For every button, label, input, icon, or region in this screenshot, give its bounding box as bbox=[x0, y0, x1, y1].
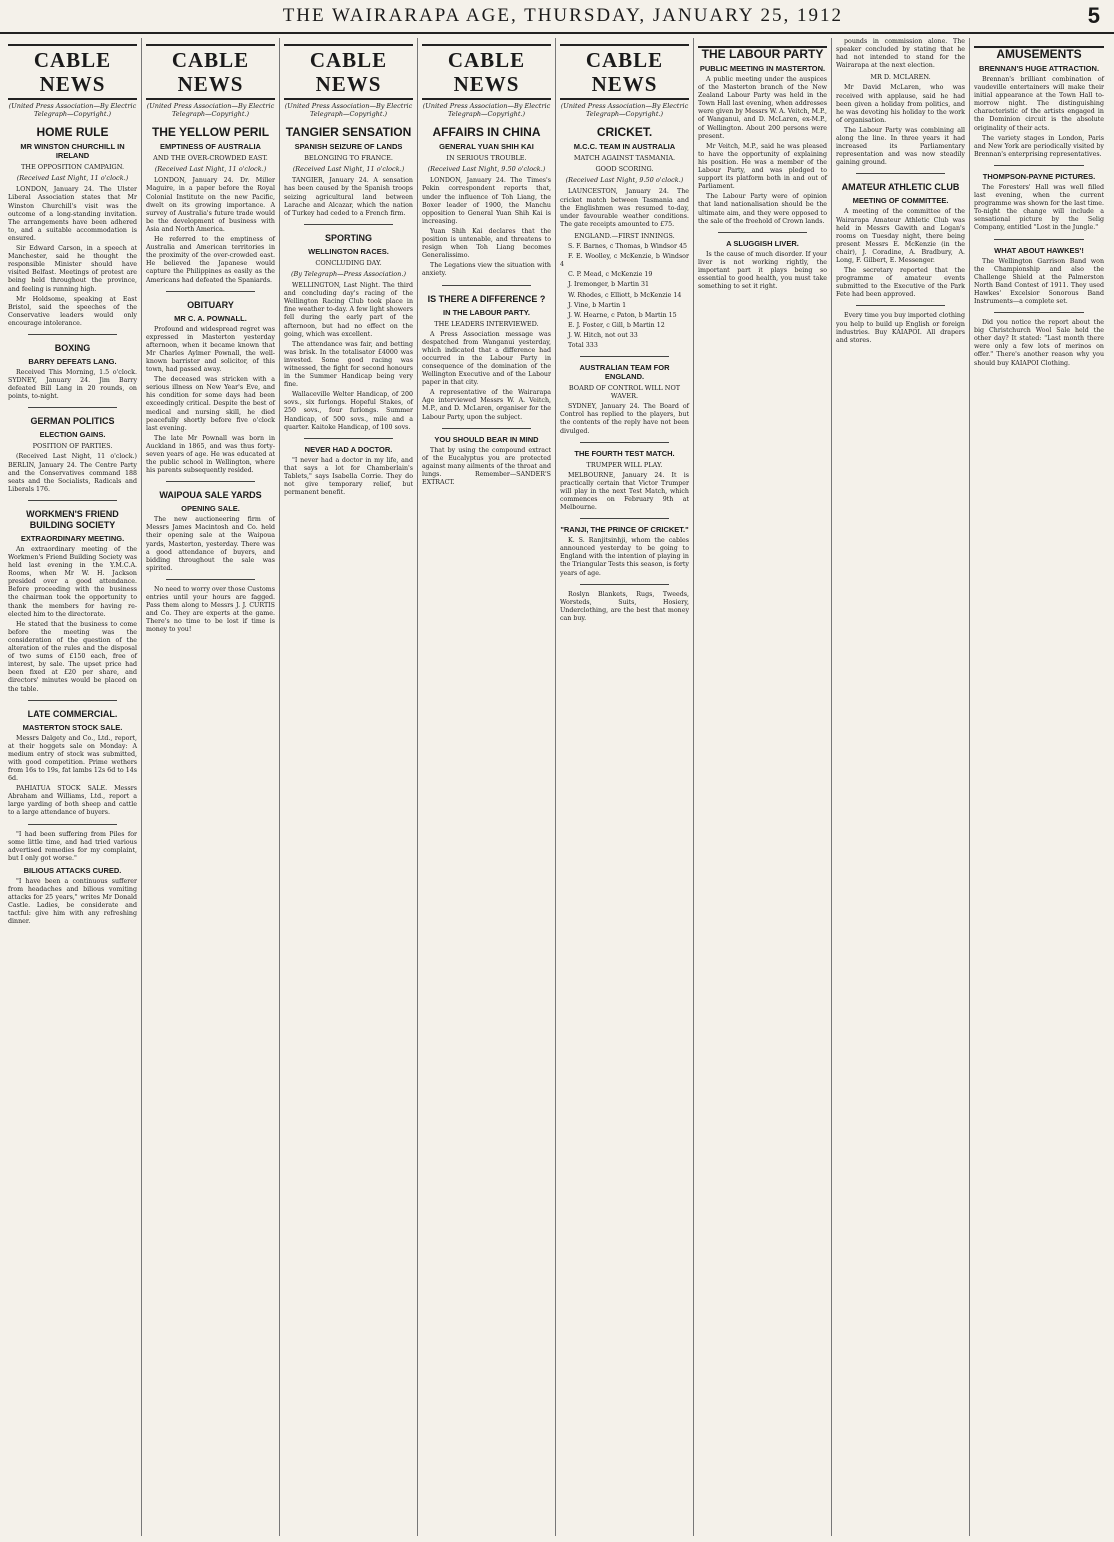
article-title: AFFAIRS IN CHINA bbox=[432, 125, 541, 140]
article-subtitle: EMPTINESS OF AUSTRALIA bbox=[160, 142, 261, 152]
page-number: 5 bbox=[1087, 3, 1100, 28]
divider bbox=[718, 232, 807, 233]
score-line: J. W. Hitch, not out 33 bbox=[568, 331, 638, 339]
article-title: HOME RULE bbox=[36, 125, 109, 140]
paragraph: MELBOURNE, January 24. It is practically certain that Victor Trumper will play in the next Test Match, which commences on February 9th at Melbourne. bbox=[560, 471, 689, 512]
divider bbox=[304, 224, 393, 225]
score-line: J. W. Hearne, c Paton, b Martin 15 bbox=[568, 311, 677, 319]
paragraph: Mr Holdsome, speaking at East Bristol, said the speeches of the Conservative leaders would only encourage intolerance. bbox=[8, 295, 137, 327]
article-subtitle: MR C. A. POWNALL. bbox=[174, 313, 247, 323]
article-title: BRENNAN'S HUGE ATTRACTION. bbox=[978, 64, 1100, 73]
divider bbox=[994, 239, 1084, 240]
article-title: BOXING bbox=[54, 342, 91, 353]
paragraph: (Received Last Night, 11 o'clock.) BERLIN, January 24. The Centre Party and the Conservatives command 188 seats and the Socialists, Radicals and Liberals 176. bbox=[8, 453, 137, 493]
paragraph: Brennan's brilliant combination of vaudeville entertainers will make their initial appearance at the Town Hall to-morrow night. The distinguishing characteristic of the artists engaged in the Dominion circuit is the absolute originality of their acts. bbox=[974, 76, 1104, 132]
column-8 bbox=[970, 38, 1108, 1536]
article-subtitle: SPANISH SEIZURE OF LANDS bbox=[294, 142, 403, 152]
advertisement-body: "I have been a continuous sufferer from headaches and bilious vomiting attacks for 25 years," writes Mr Donald Castle. Ladies, be considerate and tactful: give him with any refreshing dinner. bbox=[8, 877, 137, 926]
score-line: E. J. Foster, c Gill, b Martin 12 bbox=[568, 321, 665, 329]
divider bbox=[166, 481, 255, 482]
received-line: (Received Last Night, 9.50 o'clock.) bbox=[565, 176, 684, 185]
divider bbox=[166, 291, 255, 292]
article-title: WHAT ABOUT HAWKES'! bbox=[994, 245, 1084, 255]
article-subtitle: TRUMPER WILL PLAY. bbox=[586, 460, 663, 469]
wire-credit: (United Press Association—By Electric Telegraph—Copyright.) bbox=[560, 102, 689, 119]
divider bbox=[28, 700, 117, 701]
article-subtitle: MASTERTON STOCK SALE. bbox=[22, 722, 123, 732]
score-line: J. Vine, b Martin 1 bbox=[568, 301, 627, 309]
paragraph: The Legations view the situation with anxiety. bbox=[422, 262, 551, 278]
paragraph: LONDON, January 24. Dr. Miller Maguire, in a paper before the Royal Colonial Institute on the new Pacific, dwelt on its growing importance. A survey of Australia's future trade would be the development of business with Asia and North America. bbox=[146, 177, 275, 233]
paragraph: The Foresters' Hall was well filled last evening, when the current programme was shown for the last time. To-night the change will include a sensational picture by the Selig Company, entitled "Lost in the Jungle." bbox=[974, 183, 1104, 232]
section-header: CABLE NEWS bbox=[8, 44, 137, 100]
article-kicker: THE LEADERS INTERVIEWED. bbox=[434, 319, 539, 328]
article-title: THE YELLOW PERIL bbox=[151, 125, 270, 140]
article-title: WAIPOUA SALE YARDS bbox=[159, 490, 262, 501]
section-header: THE LABOUR PARTY bbox=[698, 46, 827, 61]
article-subtitle: OPENING SALE. bbox=[181, 504, 240, 514]
column-7 bbox=[832, 38, 970, 1536]
article-subtitle: BARRY DEFEATS LANG. bbox=[28, 356, 117, 366]
paragraph: The attendance was fair, and betting was brisk. In the totalisator £4000 was invested. Some good racing was witnessed, the fight for second honours in the Summer Handicap being very fine. bbox=[284, 340, 413, 389]
article-title: "RANJI, THE PRINCE OF CRICKET." bbox=[560, 525, 689, 535]
article-kicker: MATCH AGAINST TASMANIA. bbox=[573, 154, 676, 163]
divider bbox=[166, 579, 255, 580]
score-line: W. Rhodes, c Elliott, b McKenzie 14 bbox=[568, 291, 682, 299]
article-subtitle: EXTRAORDINARY MEETING. bbox=[20, 533, 125, 543]
article-title: THE FOURTH TEST MATCH. bbox=[574, 448, 675, 458]
divider bbox=[442, 428, 531, 429]
article-kicker: BELONGING TO FRANCE. bbox=[304, 154, 393, 163]
article-subtitle: MEETING OF COMMITTEE. bbox=[852, 196, 949, 206]
article-subtitle: MR WINSTON CHURCHILL IN IRELAND bbox=[20, 142, 125, 161]
paragraph: The Labour Party was combining all along the line. In three years it had increased its Parliamentary representation and was now steadily gaining ground. bbox=[836, 126, 965, 167]
article-subtitle: GENERAL YUAN SHIH KAI bbox=[439, 142, 534, 152]
divider bbox=[442, 285, 531, 286]
masthead bbox=[0, 0, 1114, 34]
article-title: CRICKET. bbox=[596, 125, 653, 140]
score-line: F. E. Woolley, c McKenzie, b Windsor 4 bbox=[560, 253, 689, 269]
paragraph: The deceased was stricken with a serious illness on New Year's Eve, and his condition for some days had been exceedingly critical. Despite the best of medical and nursing skill, he died peacefully shortly before five o'clock last evening. bbox=[146, 376, 275, 432]
advertisement-body: Did you notice the report about the big Christchurch Wool Sale held the other day? It stated: "Last month there were only a few lots of merinos on offer." There's another reason why you should buy KAIAPOI Clothing. bbox=[974, 319, 1104, 367]
advertisement-body: No need to worry over those Customs entries until your hours are fagged. Pass them along to Messrs J. J. CURTIS and Co. They are experts at the game. There's no time to be lost if time is money to you! bbox=[146, 585, 275, 634]
paragraph: A public meeting under the auspices of the Masterton branch of the New Zealand Labour Party was held in the Town Hall last evening, when addresses were given by Messrs W. A. Veitch, M.P., of Wanganui, and D. McLaren, ex-M.P., of Wellington. About 200 persons were present. bbox=[698, 76, 827, 140]
section-header: CABLE NEWS bbox=[422, 44, 551, 100]
article-subtitle: BOARD OF CONTROL WILL NOT WAVER. bbox=[568, 384, 681, 401]
article-title: GERMAN POLITICS bbox=[30, 416, 115, 427]
article-title: WORKMEN'S FRIEND BUILDING SOCIETY bbox=[26, 508, 119, 530]
paragraph: He stated that the business to come before the meeting was the consideration of the question of the alteration of the rules and the disposal of two sums of £150 each, free of interest, by sale. The upset price had been fixed at £20 per share, and directors' minutes would be placed on the table. bbox=[8, 620, 137, 693]
paragraph: Mr David McLaren, who was received with applause, said he had been given a holiday from politics, and he was devoting his holiday to the work of organisation. bbox=[836, 84, 965, 124]
article-title: SPORTING bbox=[324, 232, 372, 243]
paragraph: pounds in commission alone. The speaker concluded by stating that he had not intended to stand for the Wairarapa at the next election. bbox=[836, 38, 965, 70]
paragraph: Yuan Shih Kai declares that the position is untenable, and threatens to resign when Toh Liang becomes Generalissimo. bbox=[422, 227, 551, 260]
paragraph: An extraordinary meeting of the Workmen's Friend Building Society was held last evening in the Y.M.C.A. Rooms, when Mr W. H. Jackson presided over a good attendance. Before proceeding with the business the chairman took the opportunity to thank the members for having re-elected him to the directorate. bbox=[8, 545, 137, 618]
advertisement-quote: "I had been suffering from Piles for some little time, and had tried various advertised remedies for my complaint, but I only got worse." bbox=[8, 830, 137, 862]
received-line: (Received Last Night, 11 o'clock.) bbox=[16, 174, 129, 183]
score-line: C. P. Mead, c McKenzie 19 bbox=[568, 271, 653, 279]
article-title: LATE COMMERCIAL. bbox=[27, 708, 118, 719]
paragraph: LAUNCESTON, January 24. The cricket match between Tasmania and the Englishmen was resumed to-day, under favourable weather conditions. The gate receipts amounted to £75. bbox=[560, 188, 689, 228]
paragraph: Profound and widespread regret was expressed in Masterton yesterday afternoon, when it became known that Mr Charles Aylmer Pownall, the well-known barrister and solicitor, of this town, had passed away. bbox=[146, 325, 275, 374]
paragraph: The variety stages in London, Paris and New York are periodically visited by Brennan's enterprising representatives. bbox=[974, 134, 1104, 158]
article-title: OBITUARY bbox=[187, 299, 234, 310]
article-title: AMATEUR ATHLETIC CLUB bbox=[841, 182, 960, 193]
score-line: S. F. Barnes, c Thomas, b Windsor 45 bbox=[568, 243, 687, 251]
paragraph: LONDON, January 24. The Times's Pekin correspondent reports that, under the influence of Toh Liang, the Boxer leader of 1900, the Manchu opposition to General Yuan Shih Kai is increasing. bbox=[422, 177, 551, 225]
article-subtitle: M.C.C. TEAM IN AUSTRALIA bbox=[573, 142, 676, 152]
article-subtitle: IN THE LABOUR PARTY. bbox=[443, 307, 530, 317]
paragraph: Wallaceville Welter Handicap, of 200 sovs., six furlongs. Hopeful Stakes, of 250 sovs., four furlongs. Summer Handicap, of 500 sovs., mile and a quarter. Kaitoke Handicap, of 100 sovs. bbox=[284, 391, 413, 431]
paragraph: Mr Veitch, M.P., said he was pleased to have the opportunity of explaining his position. He was a member of the Labour Party, and was pledged to support its platform both in and out of Parliament. bbox=[698, 142, 827, 191]
paragraph: The new auctioneering firm of Messrs James Macintosh and Co. held their opening sale at the Waipoua yards, Masterton, yesterday. There was a good attendance of buyers, and bidding throughout the sale was spirited. bbox=[146, 516, 275, 572]
paragraph: TANGIER, January 24. A sensation has been caused by the Spanish troops seizing agricultural land between Larache and Alcazar, which the nation of Turkey had ceded to a French firm. bbox=[284, 177, 413, 217]
paragraph: LONDON, January 24. The Ulster Liberal Association states that Mr Winston Churchill's visit was the outcome of a long-standing invitation. The arrangements have been adhered to, and a suitable accommodation is ensured. bbox=[8, 186, 137, 242]
paragraph: Received This Morning, 1.5 o'clock. SYDNEY, January 24. Jim Barry defeated Bill Lang in 20 rounds, on points, to-night. bbox=[8, 368, 137, 401]
advertisement-body: That by using the compound extract of the Eucalyptus you are protected against many ailments of the throat and lungs. Remember—SANDER'S EXTRACT. bbox=[422, 446, 551, 486]
divider bbox=[856, 305, 945, 306]
article-title: A SLUGGISH LIVER. bbox=[726, 238, 799, 248]
paragraph: He referred to the emptiness of Australia and American territories in the proximity of the over-crowded east. He believed the Japanese would capture the Philippines as easily as the Americans had defeated the Spaniards. bbox=[146, 236, 275, 284]
article-title: TANGIER SENSATION bbox=[285, 125, 412, 140]
column-2 bbox=[142, 38, 280, 1536]
column-6 bbox=[694, 38, 832, 1536]
article-subtitle: ELECTION GAINS. bbox=[39, 430, 106, 440]
score-line: Total 333 bbox=[568, 341, 598, 349]
divider bbox=[28, 500, 117, 501]
paragraph: Sir Edward Carson, in a speech at Manchester, said he thought the responsible Minister should have visited Belfast. Meetings of protest are being held throughout the province, and feeling is running high. bbox=[8, 245, 137, 293]
article-kicker: THE OPPOSITION CAMPAIGN. bbox=[20, 163, 125, 172]
divider bbox=[856, 173, 945, 174]
article-kicker: POSITION OF PARTIES. bbox=[32, 442, 113, 451]
received-line: (Received Last Night, 9.50 o'clock.) bbox=[427, 165, 546, 174]
advertisement-title: YOU SHOULD BEAR IN MIND bbox=[434, 434, 539, 444]
article-title: AUSTRALIAN TEAM FOR ENGLAND. bbox=[579, 363, 670, 382]
advertisement-body: "I never had a doctor in my life, and that says a lot for Chamberlain's Tablets," says Isabella Corrie. They do not give temporary relief, but permanent benefit. bbox=[284, 456, 413, 497]
article-kicker: AND THE OVER-CROWDED EAST. bbox=[153, 154, 268, 163]
paragraph: The secretary reported that the programme of amateur events submitted to the Executive of the Park Fete had been approved. bbox=[836, 267, 965, 299]
scores-title: ENGLAND.—FIRST INNINGS. bbox=[574, 231, 675, 240]
newspaper-title: THE WAIRARAPA AGE, THURSDAY, JANUARY 25, 1912 bbox=[282, 5, 844, 26]
score-line: J. Iremonger, b Martin 31 bbox=[568, 281, 650, 289]
received-line: (By Telegraph—Press Association.) bbox=[291, 269, 406, 278]
article-kicker: GOOD SCORING. bbox=[595, 165, 654, 174]
divider bbox=[994, 165, 1084, 166]
paragraph: K. S. Ranjitsinhji, whom the cables announced yesterday to be going to England with the intention of playing in the Triangular Tests this season, is forty years of age. bbox=[560, 537, 689, 577]
section-header: CABLE NEWS bbox=[284, 44, 413, 100]
divider bbox=[994, 312, 1084, 313]
column-1 bbox=[4, 38, 142, 1536]
column-4 bbox=[418, 38, 556, 1536]
paragraph: The late Mr Pownall was born in Auckland in 1865, and was thus forty-seven years of age. He was educated at the public school in Wellington, where his parents subsequently resided. bbox=[146, 434, 275, 475]
wire-credit: (United Press Association—By Electric Telegraph—Copyright.) bbox=[8, 102, 137, 119]
section-header: AMUSEMENTS bbox=[974, 46, 1104, 61]
divider bbox=[28, 334, 117, 335]
article-title: PUBLIC MEETING IN MASTERTON. bbox=[699, 64, 826, 73]
received-line: (Received Last Night, 11 o'clock.) bbox=[292, 165, 405, 174]
article-kicker: IN SERIOUS TROUBLE. bbox=[446, 154, 527, 163]
divider bbox=[580, 584, 669, 585]
paragraph: Messrs Dalgety and Co., Ltd., report, at their hoggets sale on Monday: A medium entry of stock was submitted, with good competition. Prime wethers from 16s to 19s, fat lambs 12s 6d to 14s 6d. bbox=[8, 734, 137, 783]
wire-credit: (United Press Association—By Electric Telegraph—Copyright.) bbox=[146, 102, 275, 119]
section-header: CABLE NEWS bbox=[560, 44, 689, 100]
paragraph: A representative of the Wairarapa Age interviewed Messrs W. A. Veitch, M.P., and D. McLaren, organiser for the Labour Party, upon the subject. bbox=[422, 389, 551, 421]
paragraph: WELLINGTON, Last Night. The third and concluding day's racing of the Wellington Racing Club took place in fine weather to-day. A few light showers fell during the early part of the afternoon, but had no effect on the going, which was excellent. bbox=[284, 282, 413, 338]
paragraph: The Wellington Garrison Band won the Championship and also the Challenge Shield at the Palmerston North Band Contest of 1911. They used Hawkes' Excelsior Sonorous Band Instruments—a complete set. bbox=[974, 257, 1104, 305]
divider bbox=[28, 824, 117, 825]
paragraph: The Labour Party were of opinion that land nationalisation should be the ultimate aim, and they were opposed to the sale of the freehold of Crown lands. bbox=[698, 193, 827, 225]
wire-credit: (United Press Association—By Electric Telegraph—Copyright.) bbox=[422, 102, 551, 119]
advertisement-body: Every time you buy imported clothing you help to build up English or foreign industries. Buy KAIAPOI. All drapers and stores. bbox=[836, 312, 965, 344]
section-subhead: MR D. MCLAREN. bbox=[870, 73, 931, 82]
advertisement-body: Roslyn Blankets, Rugs, Tweeds, Worsteds, Suits, Hosiery, Underclothing, are the best that money can buy. bbox=[560, 590, 689, 622]
received-line: (Received Last Night, 11 o'clock.) bbox=[154, 165, 267, 174]
paragraph: Is the cause of much disorder. If your liver is not working rightly, the important part it plays being so essential to good health, you must take something to set it right. bbox=[698, 250, 827, 291]
divider bbox=[304, 438, 393, 439]
article-subtitle: WELLINGTON RACES. bbox=[308, 246, 389, 256]
paragraph: PAHIATUA STOCK SALE. Messrs Abraham and Williams, Ltd., report a large yarding of both sheep and cattle to a large attendance of buyers. bbox=[8, 785, 137, 817]
article-title: THOMPSON-PAYNE PICTURES. bbox=[982, 171, 1096, 181]
column-5 bbox=[556, 38, 694, 1536]
paragraph: A meeting of the committee of the Wairarapa Amateur Athletic Club was held in Messrs Gawith and Logan's rooms on Tuesday night, there being present Messrs E. McKenzie (in the chair), J. Coradine, A. Bradbury, A. Long, F. Gilbert, E. Messenger. bbox=[836, 208, 965, 264]
divider bbox=[580, 356, 669, 357]
divider bbox=[580, 442, 669, 443]
column-3 bbox=[280, 38, 418, 1536]
divider bbox=[580, 518, 669, 519]
columns bbox=[4, 38, 1110, 1536]
article-kicker: CONCLUDING DAY. bbox=[315, 258, 382, 267]
paragraph: A Press Association message was despatched from Wanganui yesterday, which indicated that a difference had occurred in the Labour Party in consequence of the domination of the Wellington Executive and of the Labour paper in that city. bbox=[422, 330, 551, 387]
advertisement-title: BILIOUS ATTACKS CURED. bbox=[23, 865, 122, 875]
section-header: CABLE NEWS bbox=[146, 44, 275, 100]
advertisement-title: NEVER HAD A DOCTOR. bbox=[304, 444, 393, 454]
article-title: IS THERE A DIFFERENCE ? bbox=[427, 293, 546, 304]
paragraph: SYDNEY, January 24. The Board of Control has replied to the players, but the contents of the reply have not been divulged. bbox=[560, 403, 689, 435]
divider bbox=[28, 407, 117, 408]
wire-credit: (United Press Association—By Electric Telegraph—Copyright.) bbox=[284, 102, 413, 119]
